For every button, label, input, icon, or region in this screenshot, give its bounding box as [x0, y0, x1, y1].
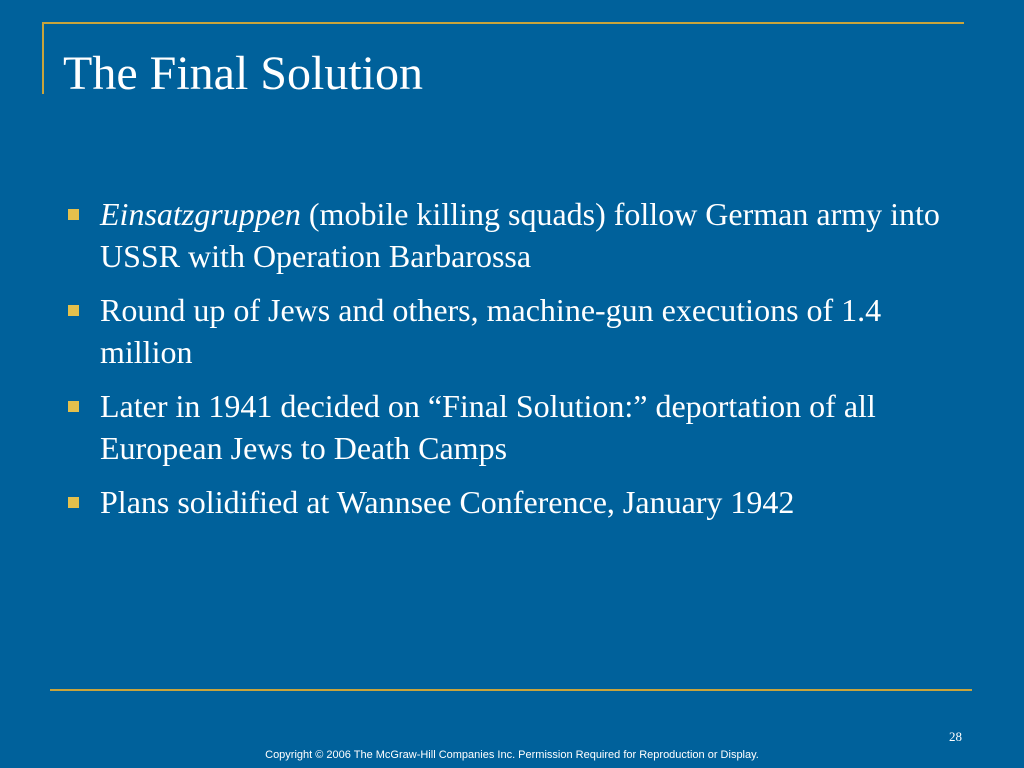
bullet-item	[66, 289, 966, 373]
bullet-list	[66, 193, 966, 535]
bullet-text: Plans solidified at Wannsee Conference, January 1942	[100, 484, 795, 520]
bullet-item	[66, 193, 966, 277]
slide-number: 28	[949, 729, 962, 744]
bullet-text: (mobile killing squads) follow German army into USSR with Operation Barbarossa	[100, 196, 940, 274]
bullet-text: Later in 1941 decided on “Final Solution:” deportation of all European Jews to Death Camps	[100, 388, 876, 466]
frame-left-line	[42, 22, 44, 94]
footer-divider	[50, 689, 972, 691]
copyright-notice: Copyright © 2006 The McGraw-Hill Companies Inc. Permission Required for Reproduction or Display.	[265, 749, 759, 761]
frame-top-line	[42, 22, 964, 24]
bullet-emphasis: Einsatzgruppen	[100, 196, 301, 232]
slide-title: The Final Solution	[63, 47, 423, 100]
bullet-item	[66, 481, 966, 523]
square-bullet-icon	[68, 305, 79, 316]
square-bullet-icon	[68, 209, 79, 220]
square-bullet-icon	[68, 497, 79, 508]
square-bullet-icon	[68, 401, 79, 412]
bullet-text: Round up of Jews and others, machine-gun executions of 1.4 million	[100, 292, 882, 370]
bullet-item	[66, 385, 966, 469]
